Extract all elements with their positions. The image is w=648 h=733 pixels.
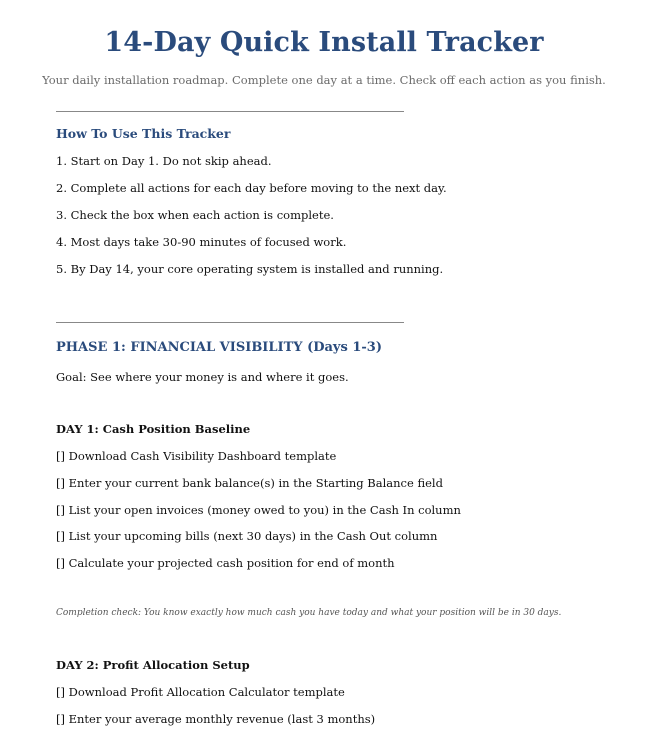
checklist-item[interactable]: [] List your upcoming bills (next 30 days) in the Cash Out column — [56, 529, 438, 543]
page-title: 14-Day Quick Install Tracker — [104, 27, 544, 58]
checklist-item[interactable]: [] Calculate your projected cash position for end of month — [56, 556, 395, 570]
day-heading: DAY 2: Profit Allocation Setup — [56, 658, 250, 672]
day-heading: DAY 1: Cash Position Baseline — [56, 422, 251, 436]
phase-heading: PHASE 1: FINANCIAL VISIBILITY (Days 1-3) — [56, 340, 382, 355]
checklist-item[interactable]: [] List your open invoices (money owed to you) in the Cash In column — [56, 503, 461, 517]
how-to-step: 1. Start on Day 1. Do not skip ahead. — [56, 154, 272, 168]
checklist-item[interactable]: [] Enter your current bank balance(s) in the Starting Balance field — [56, 476, 443, 490]
phase-goal: Goal: See where your money is and where it goes. — [56, 370, 349, 384]
divider — [56, 322, 404, 323]
how-to-step: 2. Complete all actions for each day before moving to the next day. — [56, 181, 447, 195]
how-to-step: 5. By Day 14, your core operating system is installed and running. — [56, 262, 444, 276]
how-to-step: 3. Check the box when each action is complete. — [56, 208, 334, 222]
checklist-item[interactable]: [] Download Cash Visibility Dashboard template — [56, 449, 337, 463]
completion-check: Completion check: You know exactly how much cash you have today and what your position will be in 30 days. — [56, 608, 562, 618]
checklist-item[interactable]: [] Download Profit Allocation Calculator template — [56, 685, 345, 699]
how-to-step: 4. Most days take 30-90 minutes of focused work. — [56, 235, 347, 249]
divider — [56, 111, 404, 112]
how-to-heading: How To Use This Tracker — [56, 126, 231, 141]
checklist-item[interactable]: [] Enter your average monthly revenue (last 3 months) — [56, 712, 376, 726]
page-subtitle: Your daily installation roadmap. Complete one day at a time. Check off each action as you finish. — [42, 73, 606, 87]
